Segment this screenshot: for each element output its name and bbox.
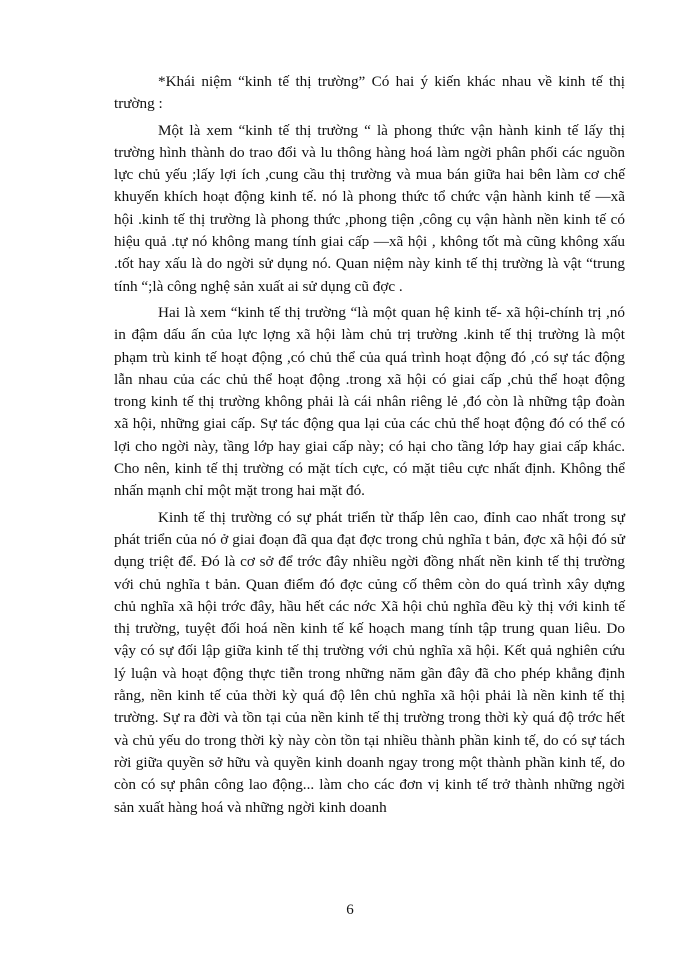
paragraph-view-two: Hai là xem “kinh tế thị trường “là một quan hệ kinh tế- xã hội-chính trị ,nó in đậm dấu ấn của lực lợng xã hội làm chủ trị trường .kinh tế thị trường là một phạm trù kinh tế hoạt động ,có chủ thể của quá trình hoạt động đó ,có sự tác động lẫn nhau của các chủ thể hoạt động .trong xã hội có giai cấp ,chủ thể hoạt động trong kinh tế thị trường không phải là cái nhân riêng lẻ ,đó còn là những tập đoàn xã hội, những giai cấp. Sự tác động qua lại của các chủ thể hoạt động đó có thể có lợi cho ngời này, tầng lớp hay giai cấp này; có hại cho tầng lớp hay giai cấp khác. Cho nên, kinh tế thị trường có mặt tích cực, có mặt tiêu cực nhất định. Không thể nhấn mạnh chỉ một mặt trong hai mặt đó. [114, 303, 625, 500]
paragraph-definition: *Khái niệm “kinh tế thị trường” Có hai ý kiến khác nhau về kinh tế thị trường : [114, 73, 625, 113]
paragraph-development: Kinh tế thị trường có sự phát triển từ thấp lên cao, đỉnh cao nhất trong sự phát triển của nó ở giai đoạn đã qua đạt đợc trong chủ nghĩa t bản, đợc xã hội đó sử dụng triệt để. Đó là cơ sở để trớc đây nhiều ngời đồng nhất nền kinh tế thị trường với chủ nghĩa t bản. Quan điểm đó đợc củng cố thêm còn do quá trình xây dựng chủ nghĩa xã hội trớc đây, hầu hết các nớc Xã hội chủ nghĩa đều kỳ thị với kinh tế thị trường, tuyệt đối hoá nền kinh tế kế hoạch mang tính tập trung quan liêu. Do vậy có sự đối lập giữa kinh tế thị trường với chủ nghĩa xã hội. Kết quả nghiên cứu lý luận và hoạt động thực tiễn trong những năm gần đây đã cho phép khẳng định rằng, nền kinh tế của thời kỳ quá độ lên chủ nghĩa xã hội phải là nền kinh tế thị trường. Sự ra đời và tồn tại của nền kinh tế thị trường trong thời kỳ quá độ trớc hết và chủ yếu do trong thời kỳ này còn tồn tại nhiều thành phần kinh tế, do có sự tách rời giữa quyền sở hữu và quyền kinh doanh ngay trong một thành phần kinh tế, do còn có sự phân công lao động... làm cho các đơn vị kinh tế trở thành những ngời sản xuất hàng hoá và những ngời kinh doanh [114, 508, 625, 816]
page-number: 6 [346, 902, 354, 918]
body-text [114, 71, 625, 819]
paragraph-view-one: Một là xem “kinh tế thị trường “ là phong thức vận hành kinh tế lấy thị trường hình thành do trao đổi và lu thông hàng hoá làm ngời phân phối các nguồn lực chủ yếu ;lấy lợi ích ,cung cầu thị trường và mua bán giữa hai bên làm cơ chế khuyến khích hoạt động kinh tế. nó là phong thức tổ chức vận hành kinh tế —xã hội .kinh tế thị trường là phong thức ,phong tiện ,công cụ vận hành nền kinh tế có hiệu quả .tự nó không mang tính giai cấp —xã hội , không tốt mà cũng không xấu .tốt hay xấu là do ngời sử dụng nó. Quan niệm này kinh tế thị trường là vật “trung tính “;là công nghệ sản xuất ai sử dụng cũ đợc . [114, 121, 625, 295]
